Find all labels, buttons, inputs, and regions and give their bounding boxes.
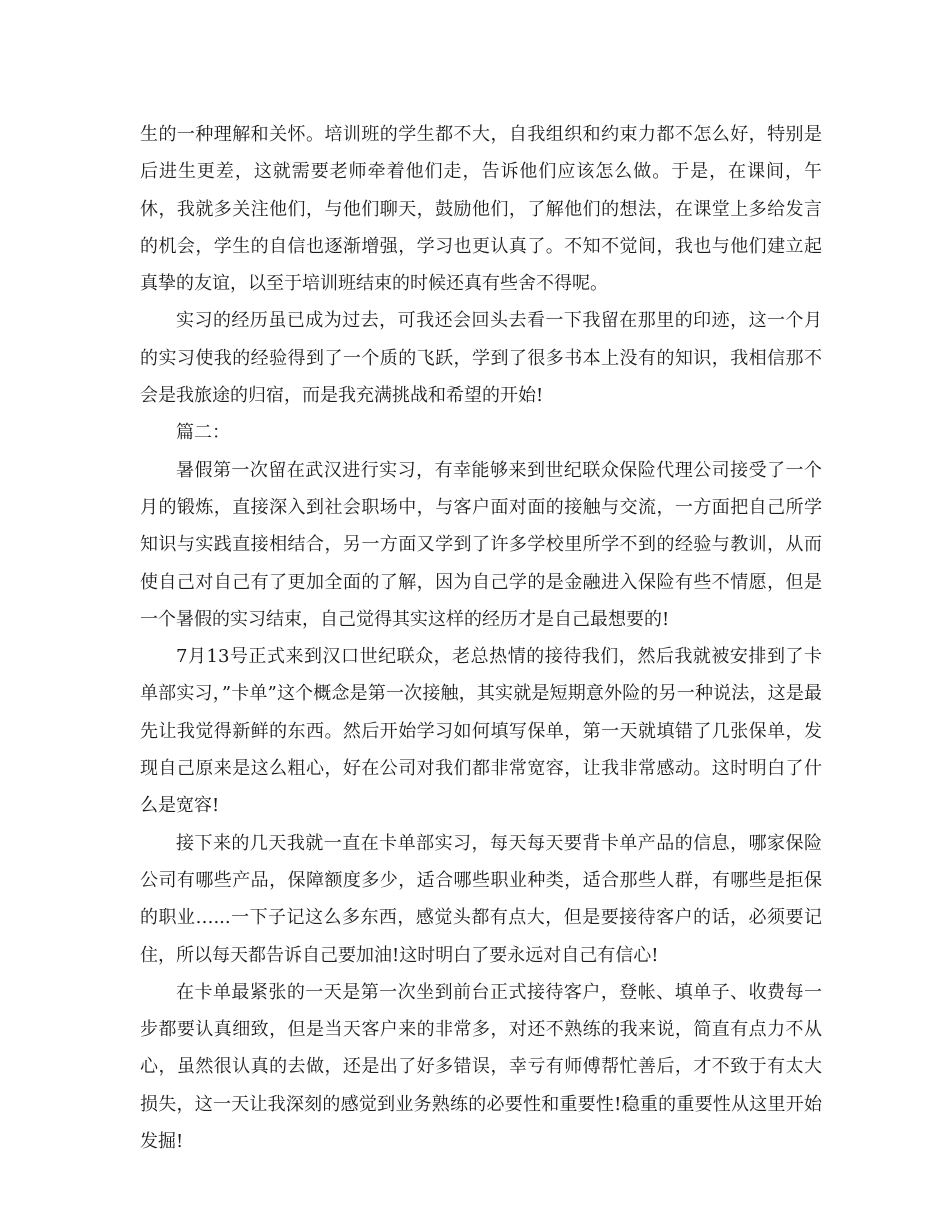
paragraph-card-department: 7月13号正式来到汉口世纪联众，老总热情的接待我们，然后我就被安排到了卡单部实习，”卡单”这个概念是第一次接触，其实就是短期意外险的另一种说法，这是最先让我觉得新鲜的东西。然后开始学习如何填写保单，第一天就填错了几张保单，发现自己原来是这么粗心，好在公司对我们都非常宽容，让我非常感动。这时明白了什么是宽容! [140,646,822,817]
document-body [140,116,822,1160]
paragraph-front-desk: 在卡单最紧张的一天是第一次坐到前台正式接待客户，登帐、填单子、收费每一步都要认真细致，但是当天客户来的非常多，对还不熟练的我来说，简直有点力不从心，虽然很认真的去做，还是出了好多错误，幸亏有师傅帮忙善后，才不致于有太大损失，这一天让我深刻的感觉到业务熟练的必要性和重要性!稳重的重要性从这里开始发掘! [140,981,822,1153]
paragraph-summer-internship: 暑假第一次留在武汉进行实习，有幸能够来到世纪联众保险代理公司接受了一个月的锻炼，直接深入到社会职场中，与客户面对面的接触与交流，一方面把自己所学知识与实践直接相结合，另一方面又学到了许多学校里所学不到的经验与教训，从而使自己对自己有了更加全面的了解，因为自己学的是金融进入保险有些不情愿，但是一个暑假的实习结束，自己觉得其实这样的经历才是自己最想要的! [140,459,822,630]
section-heading-part-two: 篇二： [176,422,230,444]
paragraph-product-memorization: 接下来的几天我就一直在卡单部实习，每天每天要背卡单产品的信息，哪家保险公司有哪些产品，保障额度多少，适合哪些职业种类，适合那些人群，有哪些是拒保的职业…...一下子记这么多东西，感觉头都有点大，但是要接待客户的话，必须要记住，所以每天都告诉自己要加油!这时明白了要永远对自己有信心! [140,832,822,966]
paragraph-internship-reflection: 实习的经历虽已成为过去，可我还会回头去看一下我留在那里的印迹，这一个月的实习使我的经验得到了一个质的飞跃，学到了很多书本上没有的知识，我相信那不会是我旅途的归宿，而是我充满挑战和希望的开始! [140,310,822,407]
paragraph-continuation: 生的一种理解和关怀。培训班的学生都不大，自我组织和约束力都不怎么好，特别是后进生更差，这就需要老师牵着他们走，告诉他们应该怎么做。于是，在课间，午休，我就多关注他们，与他们聊天，鼓励他们，了解他们的想法，在课堂上多给发言的机会，学生的自信也逐渐增强，学习也更认真了。不知不觉间，我也与他们建立起真挚的友谊，以至于培训班结束的时候还真有些舍不得呢。 [140,124,822,295]
